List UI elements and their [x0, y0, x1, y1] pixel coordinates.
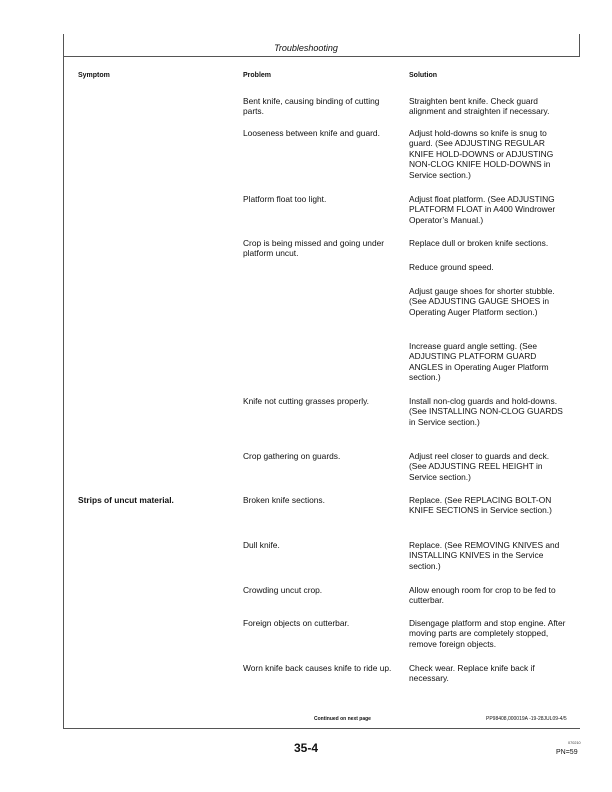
problem-cell: Crowding uncut crop. — [243, 585, 323, 595]
solution-cell: Adjust gauge shoes for shorter stubble. (See ADJUSTING GAUGE SHOES in Operating Auger Platform section.) — [409, 286, 555, 317]
column-header-solution: Solution — [409, 72, 437, 79]
solution-cell: Disengage platform and stop engine. After moving parts are completely stopped, remove foreign objects. — [409, 618, 566, 649]
solution-cell: Install non-clog guards and hold-downs. (See INSTALLING NON-CLOG GUARDS in Service section.) — [409, 396, 563, 427]
problem-cell: Crop gathering on guards. — [243, 451, 341, 461]
footer-rule — [63, 728, 580, 729]
solution-cell: Adjust float platform. (See ADJUSTING PLATFORM FLOAT in A400 Windrower Operator’s Manual.) — [409, 194, 556, 225]
solution-cell: Replace. (See REPLACING BOLT-ON KNIFE SECTIONS in Service section.) — [409, 495, 552, 516]
column-header-problem: Problem — [243, 72, 272, 79]
solution-cell: Adjust hold-downs so knife is snug to guard. (See ADJUSTING REGULAR KNIFE HOLD-DOWNS or ADJUSTING NON-CLOG KNIFE HOLD-DOWNS in Service section.) — [409, 128, 554, 180]
problem-cell: Dull knife. — [243, 540, 280, 550]
solution-cell: Replace dull or broken knife sections. — [409, 238, 549, 248]
solution-cell: Replace. (See REMOVING KNIVES and INSTALLING KNIVES in the Service section.) — [409, 540, 560, 571]
problem-cell: Broken knife sections. — [243, 495, 325, 505]
solution-cell: Check wear. Replace knife back if necessary. — [409, 663, 535, 684]
problem-cell: Foreign objects on cutterbar. — [243, 618, 350, 628]
document-id: PP98408,000019A -19-28JUL09-4/5 — [486, 716, 567, 722]
continued-note: Continued on next page — [314, 716, 371, 722]
header-rule — [63, 56, 580, 57]
solution-cell: Straighten bent knife. Check guard alignment and straighten if necessary. — [409, 96, 550, 117]
content-left-border — [63, 56, 64, 728]
problem-cell: Worn knife back causes knife to ride up. — [243, 663, 392, 673]
problem-cell: Looseness between knife and guard. — [243, 128, 380, 138]
solution-cell: Allow enough room for crop to be fed to cutterbar. — [409, 585, 556, 606]
problem-cell: Knife not cutting grasses properly. — [243, 396, 370, 406]
problem-cell: Crop is being missed and going under platform uncut. — [243, 238, 385, 259]
page-number: 35-4 — [293, 741, 319, 755]
small-code: 070210 — [568, 741, 581, 745]
page-header-title: Troubleshooting — [274, 43, 338, 53]
column-header-symptom: Symptom — [78, 72, 110, 79]
solution-cell: Reduce ground speed. — [409, 262, 494, 272]
solution-cell: Adjust reel closer to guards and deck. (See ADJUSTING REEL HEIGHT in Service section.) — [409, 451, 550, 482]
solution-cell: Increase guard angle setting. (See ADJUSTING PLATFORM GUARD ANGLES in Operating Auger Platform section.) — [409, 341, 549, 383]
problem-cell: Platform float too light. — [243, 194, 327, 204]
problem-cell: Bent knife, causing binding of cutting parts. — [243, 96, 380, 117]
pn-label: PN=59 — [556, 749, 578, 756]
symptom-cell: Strips of uncut material. — [78, 495, 174, 505]
